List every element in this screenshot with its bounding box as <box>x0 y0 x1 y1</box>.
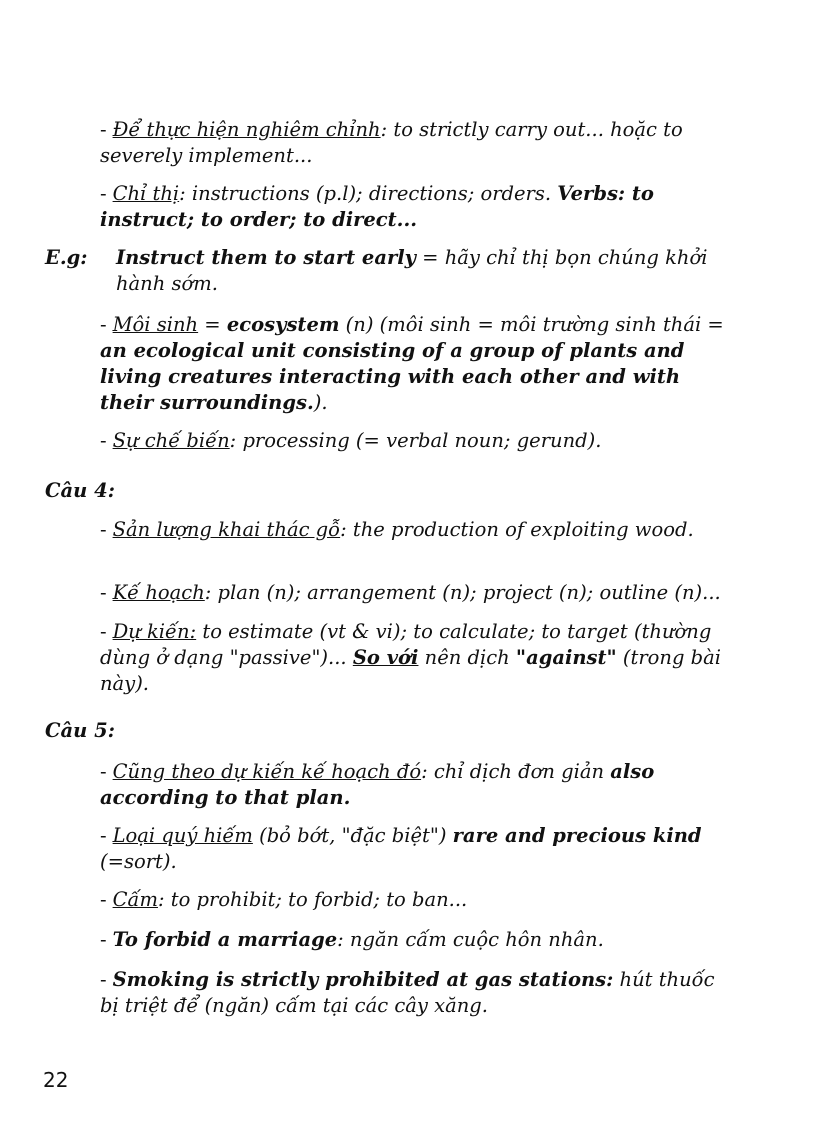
equals: = <box>198 313 227 336</box>
entry-chi-thi <box>100 181 736 233</box>
bullet-dash: - <box>100 581 107 604</box>
entry-ke-hoach <box>100 580 736 606</box>
ecosystem-definition: an ecological unit consisting of a group of plants and living creatures interacting with each other and with their surroundings. <box>100 339 685 414</box>
entry-moi-sinh <box>100 312 736 416</box>
bullet-dash: - <box>100 313 107 336</box>
bullet-dash: - <box>100 118 107 141</box>
entry-loai-quy-hiem <box>100 823 736 875</box>
closing: ). <box>313 391 328 414</box>
bullet-dash: - <box>100 968 107 991</box>
section-heading-cau-4: Câu 4: <box>45 479 115 502</box>
translation: hút thuốc bị triệt để (ngăn) cấm tại các cây xăng. <box>100 968 715 1017</box>
entry-su-che-bien <box>100 428 736 454</box>
definition: to estimate (vt & vi); to calculate; to target (thường dùng ở dạng "passive")... <box>100 620 712 669</box>
ecosystem-word: ecosystem <box>226 313 340 336</box>
term: Dự kiến: <box>112 620 197 643</box>
bullet-dash: - <box>100 928 107 951</box>
note: (bỏ bớt, "đặc biệt") <box>252 824 453 847</box>
entry-cung-theo <box>100 759 736 811</box>
bullet-dash: - <box>100 760 107 783</box>
section-heading-cau-5: Câu 5: <box>45 719 115 742</box>
phrase: Smoking is strictly prohibited at gas stations: <box>112 968 614 991</box>
note-end: (=sort). <box>100 850 177 873</box>
entry-to-forbid <box>100 927 736 953</box>
phrase: To forbid a marriage <box>112 928 338 951</box>
bullet-dash: - <box>100 518 107 541</box>
term: Sản lượng khai thác gỗ <box>112 518 341 541</box>
example-english: Instruct them to start early <box>116 246 416 269</box>
against-word: "against" <box>515 646 617 669</box>
definition: : chỉ dịch đơn giản <box>421 760 611 783</box>
term: Cấm <box>112 888 158 911</box>
term: Môi sinh <box>112 313 199 336</box>
entry-san-luong <box>100 517 736 543</box>
entry-smoking <box>100 967 736 1019</box>
definition: : to strictly carry out... hoặc to severely implement... <box>100 118 683 167</box>
definition: : the production of exploiting wood. <box>340 518 694 541</box>
entry-du-kien <box>100 619 736 697</box>
note: nên dịch <box>418 646 516 669</box>
translation: also according to that plan. <box>100 760 655 809</box>
page-number: 22 <box>43 1068 69 1092</box>
entry-cam <box>100 887 736 913</box>
definition: : processing (= verbal noun; gerund). <box>229 429 602 452</box>
bullet-dash: - <box>100 888 107 911</box>
definition: : instructions (p.l); directions; orders. <box>179 182 558 205</box>
bullet-dash: - <box>100 824 107 847</box>
entry-de-thuc-hien <box>100 117 736 169</box>
term: Kế hoạch <box>112 581 205 604</box>
term: Chỉ thị <box>112 182 180 205</box>
definition: : to prohibit; to forbid; to ban... <box>157 888 468 911</box>
note-end: (trong bài này). <box>100 646 721 695</box>
translation: rare and precious kind <box>452 824 702 847</box>
definition: (n) (môi sinh = môi trường sinh thái = <box>339 313 724 336</box>
bullet-dash: - <box>100 620 107 643</box>
term: Loại quý hiếm <box>112 824 253 847</box>
translation: : ngăn cấm cuộc hôn nhân. <box>337 928 604 951</box>
verbs-note: Verbs: to instruct; to order; to direct... <box>100 182 654 231</box>
definition: : plan (n); arrangement (n); project (n); outline (n)... <box>204 581 721 604</box>
term-so-voi: So với <box>352 646 419 669</box>
term: Sự chế biến <box>112 429 230 452</box>
example-translation: = hãy chỉ thị bọn chúng khởi hành sớm. <box>116 246 708 295</box>
example-sentence <box>116 245 736 297</box>
term: Để thực hiện nghiêm chỉnh <box>112 118 381 141</box>
example-label: E.g: <box>45 246 88 269</box>
bullet-dash: - <box>100 182 107 205</box>
term: Cũng theo dự kiến kế hoạch đó <box>112 760 422 783</box>
bullet-dash: - <box>100 429 107 452</box>
